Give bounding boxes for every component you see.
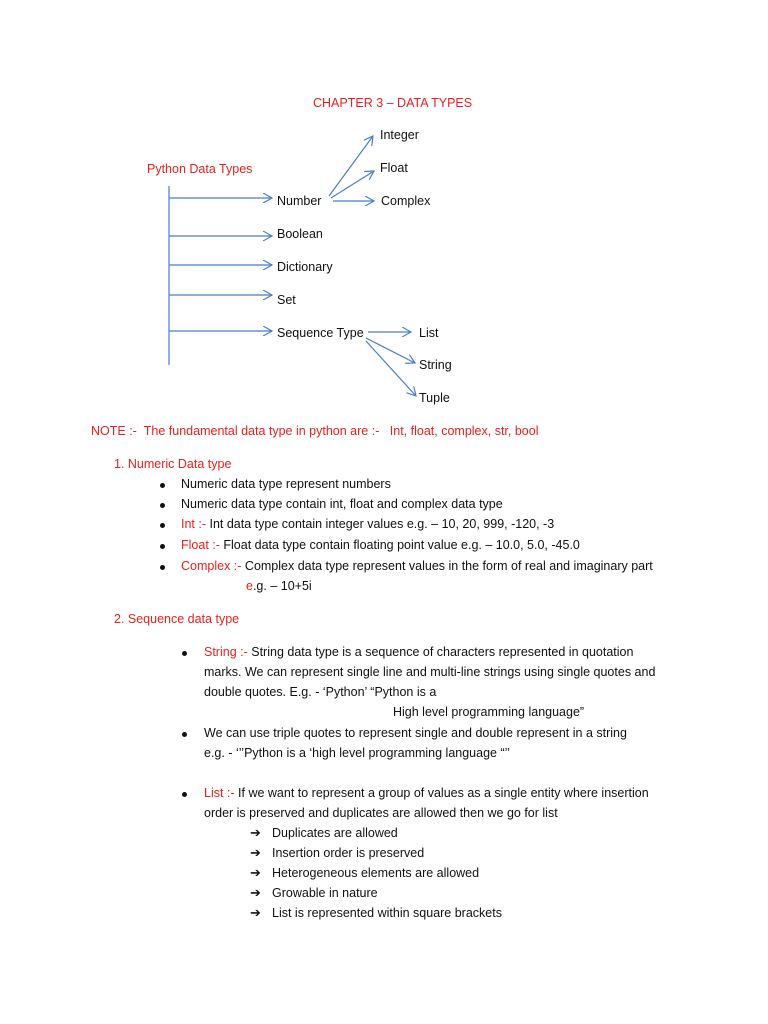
- numeric-bullet-1: Numeric data type represent numbers: [181, 477, 391, 491]
- bullet-dot: [182, 651, 187, 656]
- arrow-to-string: [366, 338, 415, 363]
- complex-example-e: e: [246, 579, 253, 593]
- bullet-dot: [160, 544, 165, 549]
- list-point: Heterogeneous elements are allowed: [272, 866, 480, 880]
- bullet-dot: [160, 503, 165, 508]
- diagram-root-label: Python Data Types: [147, 162, 253, 176]
- numeric-bullet-float: [181, 537, 580, 553]
- list-point: Growable in nature: [272, 886, 378, 900]
- int-text: Int data type contain integer values e.g. – 10, 20, 999, -120, -3: [206, 517, 555, 531]
- string-key: String :-: [204, 645, 248, 659]
- bullet-dot: [182, 732, 187, 737]
- arrow-to-tuple: [366, 341, 416, 396]
- branch-sequence-type: Sequence Type: [277, 326, 364, 340]
- complex-key: Complex :-: [181, 559, 242, 573]
- branch-boolean: Boolean: [277, 227, 323, 241]
- int-key: Int :-: [181, 517, 207, 531]
- float-key: Float :-: [181, 538, 220, 552]
- note-text: The fundamental data type in python are :-: [143, 424, 380, 438]
- data-types-diagram: [0, 0, 768, 420]
- string-line-2: marks. We can represent single line and multi-line strings using single quotes and: [204, 665, 656, 679]
- list-point: Insertion order is preserved: [272, 846, 425, 860]
- right-arrow-icon: ➔: [250, 885, 261, 900]
- bullet-dot: [160, 483, 165, 488]
- string-text-1: String data type is a sequence of characters represented in quotation: [247, 645, 634, 659]
- bullet-dot: [160, 565, 165, 570]
- complex-example: [246, 578, 312, 594]
- list-point: List is represented within square brackets: [272, 906, 502, 920]
- numeric-bullet-2: Numeric data type contain int, float and complex data type: [181, 497, 503, 511]
- sequence-child-tuple: Tuple: [419, 391, 450, 405]
- branch-number: Number: [277, 194, 322, 208]
- number-child-integer: Integer: [380, 128, 419, 142]
- list-text-1: If we want to represent a group of values as a single entity where insertion: [234, 786, 649, 800]
- branch-dictionary: Dictionary: [277, 260, 333, 274]
- complex-text: Complex data type represent values in the form of real and imaginary part: [241, 559, 653, 573]
- list-point: Duplicates are allowed: [272, 826, 398, 840]
- right-arrow-icon: ➔: [250, 865, 261, 880]
- right-arrow-icon: ➔: [250, 825, 261, 840]
- branch-set: Set: [277, 293, 296, 307]
- triple-quote-line-2: e.g. - ‘’’Python is a ‘high level programming language “’’: [204, 746, 510, 760]
- complex-example-rest: .g. – 10+5i: [252, 579, 312, 593]
- bullet-dot: [182, 792, 187, 797]
- number-child-complex: Complex: [381, 194, 431, 208]
- number-child-float: Float: [380, 161, 408, 175]
- sequence-child-list: List: [419, 326, 439, 340]
- float-text: Float data type contain floating point value e.g. – 10.0, 5.0, -45.0: [219, 538, 580, 552]
- numeric-bullet-int: [181, 516, 554, 532]
- right-arrow-icon: ➔: [250, 845, 261, 860]
- section1-heading: 1. Numeric Data type: [114, 457, 232, 471]
- list-line-1: [204, 785, 649, 801]
- string-line-4: High level programming language”: [393, 705, 585, 719]
- list-line-2: order is preserved and duplicates are allowed then we go for list: [204, 806, 558, 820]
- string-line-3: double quotes. E.g. - ‘Python’ “Python is a: [204, 685, 437, 699]
- page-title: CHAPTER 3 – DATA TYPES: [313, 96, 473, 110]
- numeric-bullet-complex: [181, 558, 653, 574]
- note-types: Int, float, complex, str, bool: [389, 424, 539, 438]
- section2-heading: 2. Sequence data type: [114, 612, 240, 626]
- right-arrow-icon: ➔: [250, 905, 261, 920]
- note-line: [91, 423, 538, 439]
- string-line-1: [204, 644, 633, 660]
- triple-quote-line-1: We can use triple quotes to represent single and double represent in a string: [204, 726, 627, 740]
- sequence-child-string: String: [419, 358, 452, 372]
- arrow-to-integer: [329, 136, 373, 196]
- list-key: List :-: [204, 786, 235, 800]
- note-label: NOTE :-: [91, 424, 137, 438]
- bullet-dot: [160, 523, 165, 528]
